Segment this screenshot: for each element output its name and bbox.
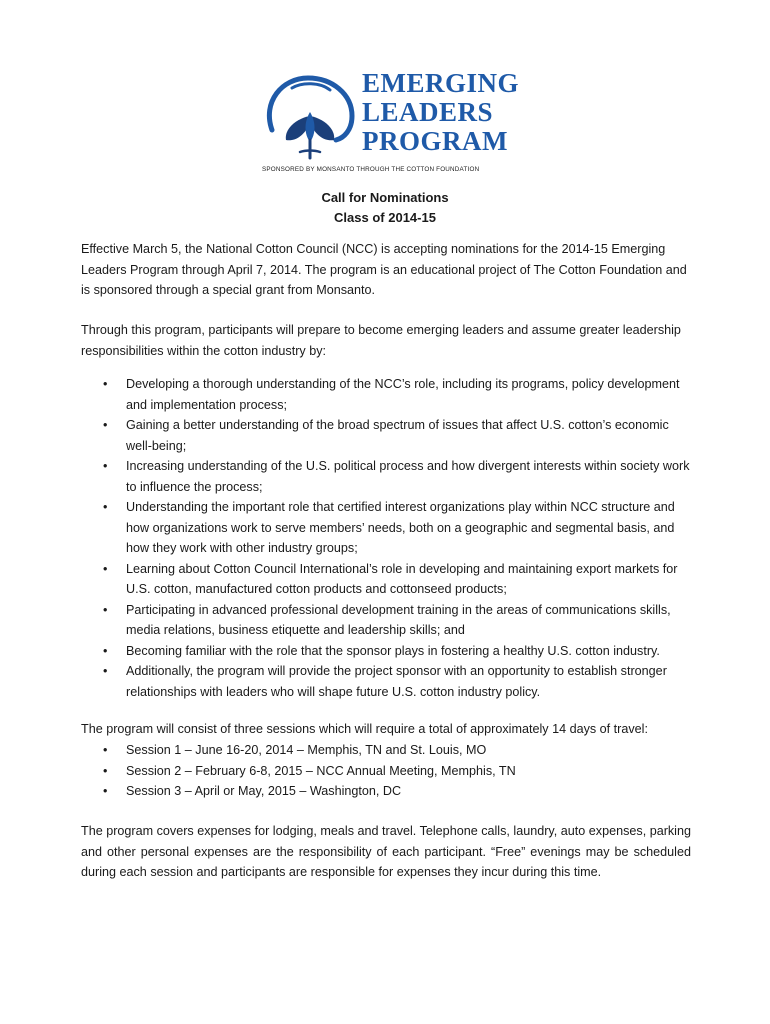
goal-text: Learning about Cotton Council International’s role in developing and maintaining export markets for U.S. cotton, manufactured cotton products and cottonseed products; [126,561,678,596]
session-text: Session 2 – February 6-8, 2015 – NCC Annual Meeting, Memphis, TN [126,763,516,778]
bullet-icon: • [103,377,108,391]
sessions-intro-paragraph: The program will consist of three sessions which will require a total of approximately 14 days of travel: [81,722,648,736]
bullet-icon: • [103,602,108,617]
list-item [81,374,691,415]
document-subtitle: Class of 2014-15 [334,210,436,225]
bullet-icon: • [103,784,108,798]
through-paragraph: Through this program, participants will prepare to become emerging leaders and assume greater leadership responsibilities within the cotton industry by: [81,323,681,358]
bullet-icon: • [103,643,108,658]
document-title-block [0,188,770,228]
list-item [81,641,691,662]
goal-text: Becoming familiar with the role that the sponsor plays in fostering a healthy U.S. cotton industry. [126,643,660,658]
bullet-icon: • [103,664,108,678]
bullet-icon: • [103,459,108,473]
expenses-paragraph: The program covers expenses for lodging, meals and travel. Telephone calls, laundry, auto expenses, parking and other personal expenses are the responsibility of each participant. “Free” evenings may be scheduled during each session and participants are responsible for expenses they incur during this time. [81,824,691,879]
list-item [81,559,691,600]
document-title: Call for Nominations [321,190,449,205]
logo-word-emerging: EMERGING [362,68,520,98]
session-text: Session 3 – April or May, 2015 – Washington, DC [126,784,402,798]
bullet-icon: • [103,418,108,432]
list-item [81,761,691,782]
logo-word-program: PROGRAM [362,126,508,156]
session-text: Session 1 – June 16-20, 2014 – Memphis, TN and St. Louis, MO [126,743,487,757]
goal-text: Additionally, the program will provide the project sponsor with an opportunity to establish stronger relationships with leaders who will shape future U.S. cotton industry policy. [126,664,667,699]
list-item [81,740,691,761]
goal-text: Participating in advanced professional development training in the areas of communications skills, media relations, business etiquette and leadership skills; and [126,602,671,637]
emerging-leaders-logo [262,68,520,176]
bullet-icon: • [103,561,108,576]
goals-list [81,374,691,702]
bullet-icon: • [103,500,108,514]
goal-text: Understanding the important role that certified interest organizations play within NCC structure and how organizations work to serve members’ needs, both on a geographic and segmental basis, and how they work with other industry groups; [126,500,675,555]
cotton-boll-icon [262,72,358,164]
list-item [81,497,691,559]
bullet-icon: • [103,743,108,757]
list-item [81,456,691,497]
intro-paragraph: Effective March 5, the National Cotton Council (NCC) is accepting nominations for the 2014-15 Emerging Leaders Program through April 7, 2014. The program is an educational project of The Cotton Foundation and is sponsored through a special grant from Monsanto. [81,242,687,297]
bullet-icon: • [103,763,108,778]
goal-text: Gaining a better understanding of the broad spectrum of issues that affect U.S. cotton’s economic well-being; [126,418,669,453]
logo-sponsor-line: SPONSORED BY MONSANTO THROUGH THE COTTON FOUNDATION [262,166,480,173]
sessions-list [81,740,691,802]
list-item [81,661,691,702]
list-item [81,600,691,641]
list-item [81,781,691,802]
goal-text: Developing a thorough understanding of the NCC’s role, including its programs, policy development and implementation process; [126,377,680,412]
logo-word-leaders: LEADERS [362,97,494,127]
goal-text: Increasing understanding of the U.S. political process and how divergent interests within society work to influence the process; [126,459,690,494]
list-item [81,415,691,456]
